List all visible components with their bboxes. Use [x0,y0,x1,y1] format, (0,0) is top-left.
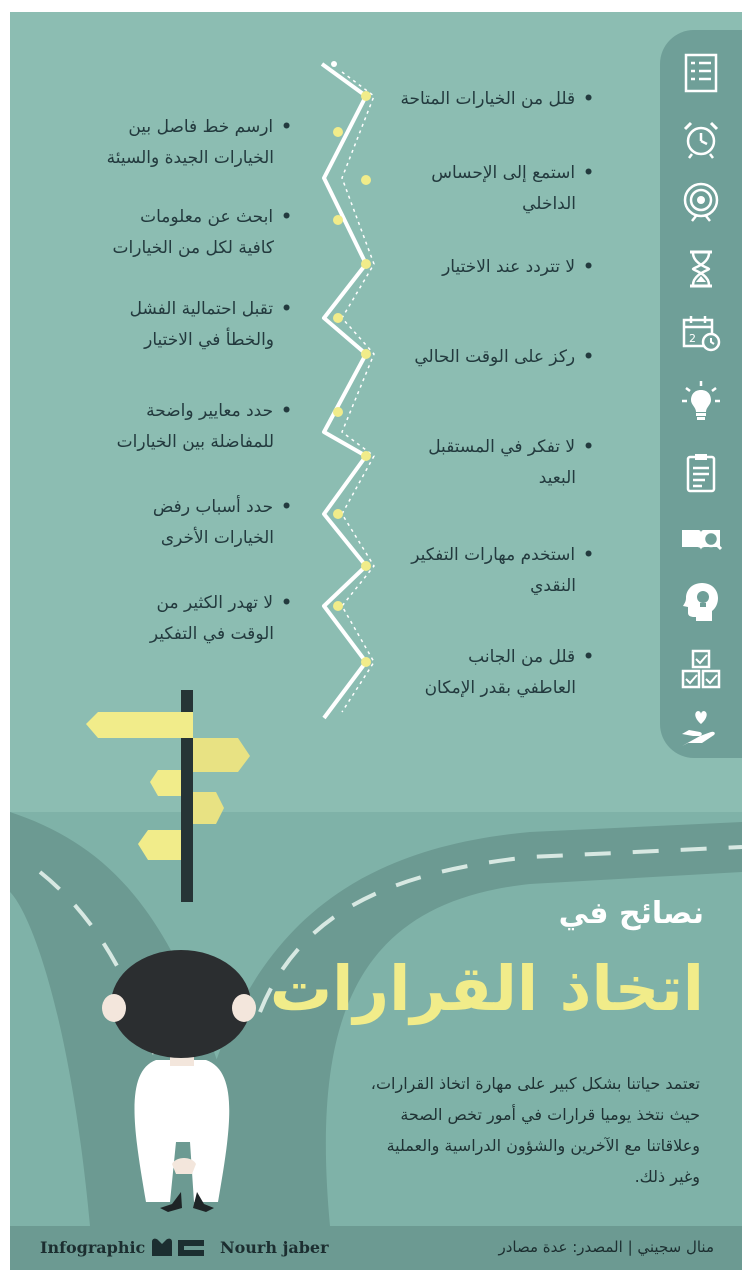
checklist-icon [680,52,722,94]
tip-right-6: • استخدم مهارات التفكير النقدي [411,540,594,602]
checkbox-stack-icon [680,648,722,690]
makkah-logo [148,1232,208,1262]
calendar-clock-icon [680,312,722,354]
title-line-2: اتخاذ القرارات [269,952,704,1025]
head-idea-icon [680,580,722,622]
brand-label-author: Nourh jaber [220,1238,329,1257]
book-search-icon [680,518,722,560]
tip-left-6: • لا تهدر الكثير من الوقت في التفكير [150,588,292,650]
alarm-clock-icon [680,118,722,160]
title-line-1: نصائح في [558,896,704,931]
hourglass-icon [680,248,722,290]
footer-bar [10,1226,742,1270]
tip-left-3: • تقبل احتمالية الفشل والخطأ في الاختيار [130,294,292,356]
tip-right-7: • قلل من الجانب العاطفي بقدر الإمكان [425,642,594,704]
svg-text:2: 2 [689,332,696,345]
tip-left-4: • حدد معايير واضحة للمفاضلة بين الخيارات [117,396,292,458]
intro-paragraph: تعتمد حياتنا بشكل كبير على مهارة اتخاذ القرارات، حيث نتخذ يوميا قرارات في أمور تخص الصحة وعلاقاتنا مع الآخرين والشؤون الدراسية والعملية وغير ذلك. [370,1074,700,1186]
tip-right-1: • قلل من الخيارات المتاحة [400,84,594,115]
tip-right-3: • لا تتردد عند الاختيار [442,252,594,283]
tip-right-4: • ركز على الوقت الحالي [414,342,594,373]
icon-sidebar [660,30,742,758]
infographic-canvas [10,12,742,1270]
person-illustration [94,942,266,1232]
lightbulb-icon [680,380,722,422]
tip-right-5: • لا تفكر في المستقبل البعيد [428,432,594,494]
tip-left-5: • حدد أسباب رفض الخيارات الأخرى [153,492,292,554]
tip-left-1: • ارسم خط فاصل بين الخيارات الجيدة والسيئة [107,112,292,174]
tip-right-2: • استمع إلى الإحساس الداخلي [431,158,594,220]
clipboard-icon [680,452,722,494]
source-credit: منال سجيني | المصدر: عدة مصادر [498,1238,714,1256]
brand-label-infographic: Infographic [40,1238,146,1257]
hand-heart-icon [680,706,722,748]
target-icon [680,180,722,222]
tip-left-2: • ابحث عن معلومات كافية لكل من الخيارات [113,202,292,264]
